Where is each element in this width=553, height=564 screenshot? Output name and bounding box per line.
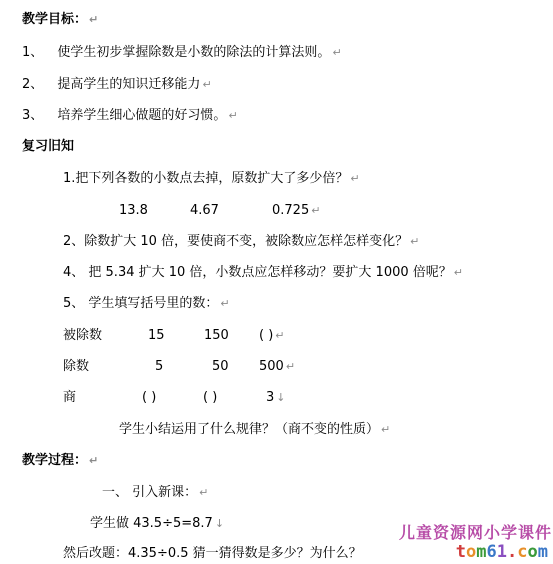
table-row-quotient-c3: 3 ↓ — [266, 390, 286, 405]
q1-number-1: 13.8 — [119, 203, 148, 218]
process-step-1: 一、 引入新课： ↵ — [102, 485, 209, 500]
table-row-quotient-c2: ( ) — [203, 390, 218, 405]
review-question-1: 1.把下列各数的小数点去掉，原数扩大了多少倍？ ↵ — [63, 171, 360, 186]
watermark-char: t — [455, 542, 466, 562]
watermark-char: m — [537, 542, 548, 562]
watermark-site-name: 儿童资源网小学课件 — [398, 523, 552, 542]
watermark-domain — [456, 542, 548, 562]
review-summary: 学生小结运用了什么规律？（商不变的性质） ↵ — [119, 422, 391, 437]
objective-item-1: 1、 使学生初步掌握除数是小数的除法的计算法则。 ↵ — [22, 45, 342, 60]
process-line-1: 学生做 43.5÷5=8.7 ↓ — [90, 516, 225, 531]
process-line-2: 然后改题：4.35÷0.5 猜一猜得数是多少？为什么？ — [63, 546, 362, 561]
objective-item-2: 2、 提高学生的知识迁移能力 ↵ — [22, 77, 212, 92]
watermark-char: 1 — [496, 542, 507, 562]
review-question-4: 4、 把 5.34 扩大 10 倍，小数点应怎样移动？要扩大 1000 倍呢？ ↵ — [63, 265, 463, 280]
table-row-dividend-c1: 15 — [148, 328, 165, 343]
review-question-5: 5、 学生填写括号里的数： ↵ — [63, 296, 230, 311]
q1-number-3: 0.725 ↵ — [272, 203, 321, 218]
watermark-char: c — [517, 542, 528, 562]
table-row-divisor-label: 除数 — [63, 359, 90, 374]
objective-item-3: 3、 培养学生细心做题的好习惯。 ↵ — [22, 108, 238, 123]
table-row-quotient-c1: ( ) — [142, 390, 157, 405]
review-heading: 复习旧知 — [22, 139, 75, 154]
process-heading: 教学过程： ↵ — [22, 453, 99, 468]
table-row-divisor-c3: 500 ↵ — [259, 359, 296, 374]
table-row-quotient-label: 商 — [63, 390, 77, 405]
q1-number-2: 4.67 — [190, 203, 219, 218]
watermark-char: o — [466, 542, 477, 562]
table-row-dividend-label: 被除数 — [63, 328, 103, 343]
watermark-logo — [362, 520, 552, 562]
table-row-dividend-c2: 150 — [204, 328, 229, 343]
watermark-char: . — [507, 542, 518, 562]
watermark-char: m — [476, 542, 487, 562]
table-row-divisor-c2: 50 — [212, 359, 229, 374]
review-question-2: 2、除数扩大 10 倍，要使商不变，被除数应怎样怎样变化？ ↵ — [63, 234, 420, 249]
watermark-char: 6 — [486, 542, 497, 562]
watermark-char: o — [527, 542, 538, 562]
table-row-divisor-c1: 5 — [155, 359, 164, 374]
objectives-heading: 教学目标： ↵ — [22, 12, 99, 27]
table-row-dividend-c3: ( ) ↵ — [259, 328, 285, 343]
